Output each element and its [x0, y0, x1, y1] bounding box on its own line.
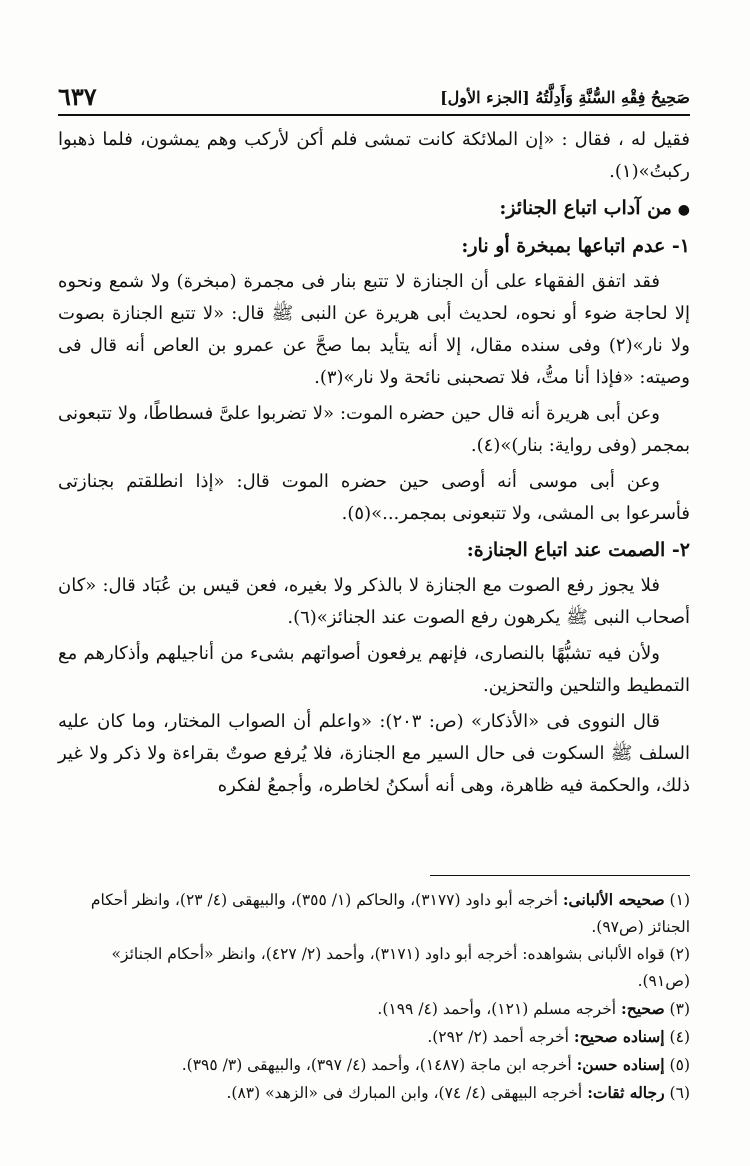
main-text	[58, 124, 690, 806]
footnotes	[58, 875, 690, 1107]
page-number: ٦٣٧	[58, 82, 97, 111]
paragraph: فقد اتفق الفقهاء على أن الجنازة لا تتبع بنار فى مجمرة (مبخرة) ولا شمع ونحوه إلا لحاجة ضوء أو نحوه، لحديث أبى هريرة عن النبى ﷺ قال: «لا تتبع الجنازة بصوت ولا نار»(٢) وفى سنده مقال، إلا أنه يتأيد بما صحَّ عن عمرو بن العاص أنه قال فى وصيته: «فإذا أنا متُّ، فلا تصحبنى نائحة ولا نار»(٣).	[58, 271, 690, 388]
subheading-1: ١- عدم اتباعها بمبخرة أو نار:	[461, 235, 690, 257]
footnote-number: (٦)	[669, 1084, 690, 1102]
footnote-grade: صحيح:	[621, 999, 665, 1018]
footnote	[58, 1079, 690, 1107]
footnote-grade: رجاله ثقات:	[587, 1083, 665, 1102]
page-header	[58, 82, 690, 116]
footnote-text: أخرجه مسلم (١٢١)، وأحمد (٤/ ١٩٩).	[377, 1000, 617, 1018]
paragraph: فلا يجوز رفع الصوت مع الجنازة لا بالذكر ولا بغيره، فعن قيس بن عُبَاد قال: «كان أصحاب النبى ﷺ يكرهون رفع الصوت عند الجنائز»(٦).	[58, 575, 690, 628]
footnote-grade: صحيحه الألبانى:	[562, 890, 665, 909]
footnote	[58, 941, 690, 995]
footnote	[58, 995, 690, 1023]
footnote-text: أخرجه البيهقى (٤/ ٧٤)، وابن المبارك فى «الزهد» (٨٣).	[226, 1084, 583, 1102]
paragraph: ولأن فيه تشبُّهًا بالنصارى، فإنهم يرفعون أصواتهم بشىء من أناجيلهم وأذكارهم مع التمطيط والتلحين والتحزين.	[58, 643, 690, 696]
footnote-grade: إسناده صحيح:	[573, 1027, 665, 1046]
section-heading-text: من آداب اتباع الجنائز:	[499, 197, 672, 219]
footnote-text: أخرجه أحمد (٢/ ٢٩٢).	[427, 1028, 569, 1046]
paragraph: فقيل له ، فقال : «إن الملائكة كانت تمشى فلم أكن لأركب وهم يمشون، فلما ذهبوا ركبتُ»(١).	[58, 129, 690, 182]
footnote	[58, 1051, 690, 1079]
footnote-number: (٥)	[669, 1056, 690, 1074]
bullet-icon: ●	[677, 202, 690, 218]
footnote	[58, 1023, 690, 1051]
paragraph: وعن أبى موسى أنه أوصى حين حضره الموت قال: «إذا انطلقتم بجنازتى فأسرعوا بى المشى، ولا تتبعونى بمجمر...»(٥).	[58, 471, 690, 524]
footnote-text: أخرجه أبو داود (٣١٧٧)، والحاكم (١/ ٣٥٥)، والبيهقى (٤/ ٢٣)، وانظر أحكام الجنائز (ص٩٧).	[90, 891, 690, 936]
footnote-separator	[430, 875, 690, 876]
footnote-number: (١)	[669, 891, 690, 909]
footnote-number: (٢)	[669, 945, 690, 963]
paragraph: وعن أبى هريرة أنه قال حين حضره الموت: «لا تضربوا علىَّ فسطاطًا، ولا تتبعونى بمجمر (وفى رواية: بنار)»(٤).	[58, 403, 690, 456]
footnote-number: (٤)	[669, 1028, 690, 1046]
footnote-grade: إسناده حسن:	[576, 1055, 665, 1074]
footnote-text: أخرجه ابن ماجة (١٤٨٧)، وأحمد (٤/ ٣٩٧)، والبيهقى (٣/ ٣٩٥).	[181, 1056, 572, 1074]
footnote	[58, 886, 690, 941]
section-heading	[58, 192, 690, 226]
paragraph: قال النووى فى «الأذكار» (ص: ٢٠٣): «واعلم أن الصواب المختار، وما كان عليه السلف ﷺ السكوت فى حال السير مع الجنازة، فلا يُرفع صوتٌ بقراءة ولا ذكر ولا غير ذلك، والحكمة فيه ظاهرة، وهى أنه أسكنُ لخاطره، وأجمعُ لفكره	[58, 711, 690, 796]
footnote-number: (٣)	[669, 1000, 690, 1018]
footnote-text: قواه الألبانى بشواهده: أخرجه أبو داود (٣١٧١)، وأحمد (٢/ ٤٢٧)، وانظر «أحكام الجنائز» (ص٩١).	[111, 945, 690, 990]
subheading-2: ٢- الصمت عند اتباع الجنازة:	[466, 539, 690, 561]
running-title: صَحِيحُ فِقْهِ السُّنَّةِ وَأَدِلَّتُهُ [الجزء الأول]	[440, 88, 690, 107]
